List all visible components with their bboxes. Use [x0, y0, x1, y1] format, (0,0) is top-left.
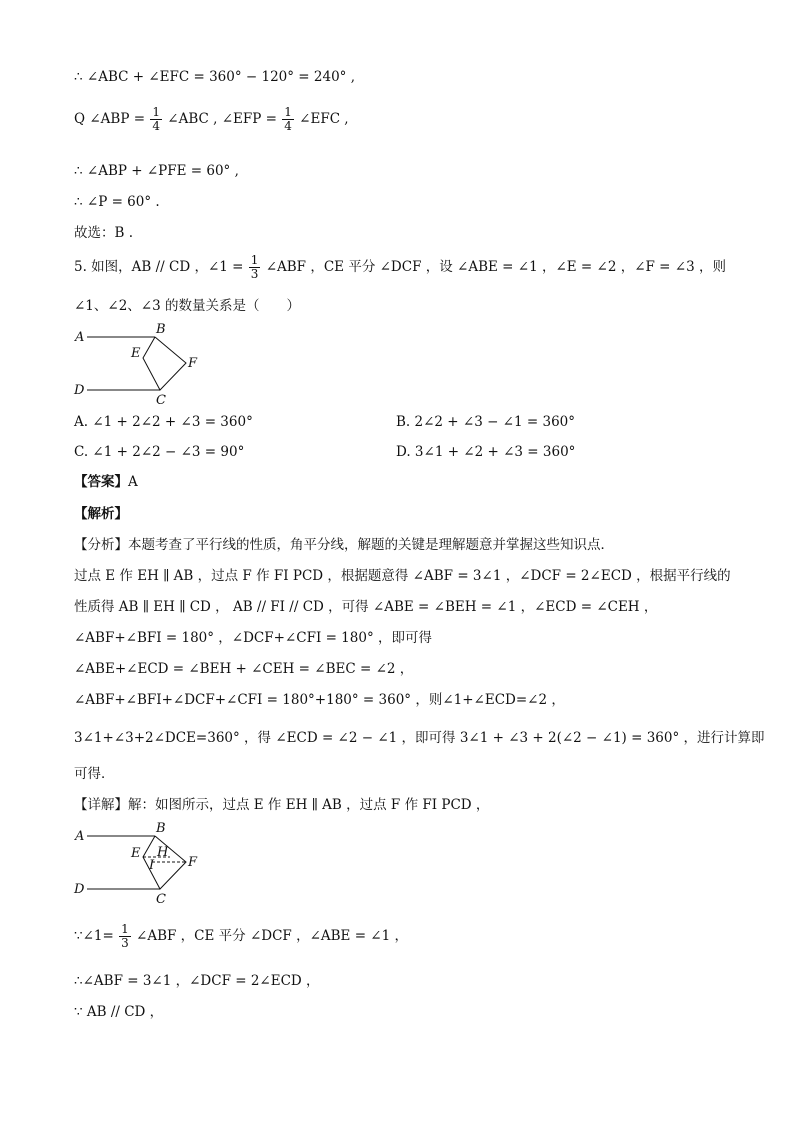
detail-line-3: ∴∠ABF = 3∠1 ，∠DCF = 2∠ECD ，: [74, 973, 320, 989]
figure-1: [70, 318, 210, 408]
analysis-line-8: 可得．: [74, 766, 115, 782]
label-d: D: [74, 882, 85, 897]
analysis-label: 【解析】: [74, 506, 128, 522]
fraction-denominator: 4: [284, 119, 292, 133]
detail-line-1: 【详解】解：如图所示，过点 E 作 EH ∥ AB ，过点 F 作 FI PCD ，: [74, 797, 490, 813]
fraction-one-quarter: [150, 106, 162, 133]
option-a: A. ∠1 + 2∠2 + ∠3 = 360°: [74, 414, 253, 430]
analysis-line-3: 性质得 AB ∥ EH ∥ CD ， AB // FI // CD ，可得 ∠ABE = ∠BEH = ∠1 ，∠ECD = ∠CEH ，: [74, 599, 658, 615]
quadrilateral-becf: [143, 337, 186, 390]
line-2-a: Q ∠ABP =: [74, 111, 146, 127]
label-h: H: [157, 845, 169, 860]
option-b: B. 2∠2 + ∠3 − ∠1 = 360°: [396, 414, 575, 430]
label-f: F: [188, 855, 198, 870]
fraction-numerator: 1: [284, 105, 292, 119]
fraction-one-quarter-2: [282, 106, 294, 133]
detail-2-a: ∵∠1=: [74, 928, 114, 944]
label-i: I: [149, 858, 155, 873]
label-e: E: [131, 846, 141, 861]
detail-line-4: ∵ AB // CD ，: [74, 1004, 164, 1020]
figure-2: [70, 817, 210, 909]
label-b: B: [156, 322, 166, 337]
label-c: C: [156, 393, 166, 408]
line-2: [74, 106, 349, 133]
analysis-line-7: 3∠1+∠3+2∠DCE=360° ，得 ∠ECD = ∠2 − ∠1 ，即可得 3∠1 + ∠3 + 2(∠2 − ∠1) = 360° ，进行计算即: [74, 730, 765, 746]
fraction-denominator: 3: [121, 936, 129, 950]
label-b: B: [156, 821, 166, 836]
line-4: ∴ ∠P = 60° .: [74, 194, 160, 210]
question-5-line-2: ∠1、∠2、∠3 的数量关系是（ ）: [74, 298, 300, 314]
detail-line-2: [74, 923, 408, 950]
analysis-line-2: 过点 E 作 EH ∥ AB ，过点 F 作 FI PCD ，根据题意得 ∠ABF = 3∠1 ，∠DCF = 2∠ECD ，根据平行线的: [74, 568, 731, 584]
analysis-line-1: 【分析】本题考查了平行线的性质，角平分线，解题的关键是理解题意并掌握这些知识点．: [74, 537, 614, 553]
option-d: D. 3∠1 + ∠2 + ∠3 = 360°: [396, 444, 576, 460]
label-e: E: [131, 346, 141, 361]
line-3: ∴ ∠ABP + ∠PFE = 60° ,: [74, 163, 239, 179]
line-1: ∴ ∠ABC + ∠EFC = 360° − 120° = 240° ,: [74, 69, 356, 85]
fraction-one-third-2: [119, 923, 131, 950]
detail-2-b: ∠ABF ，CE 平分 ∠DCF ，∠ABE = ∠1 ，: [136, 928, 408, 944]
label-a: A: [75, 330, 85, 345]
fraction-numerator: 1: [250, 253, 259, 267]
question-5-line-1: [74, 254, 726, 281]
answer-value: A: [128, 474, 138, 490]
label-f: F: [188, 356, 198, 371]
label-d: D: [74, 383, 85, 398]
answer-line: [74, 473, 138, 491]
analysis-line-5: ∠ABE+∠ECD = ∠BEH + ∠CEH = ∠BEC = ∠2 ，: [74, 661, 414, 677]
fraction-denominator: 4: [152, 119, 160, 133]
fraction-denominator: 3: [250, 267, 259, 281]
question-5-a: 5. 如图，AB // CD ，∠1 =: [74, 259, 244, 275]
label-c: C: [156, 892, 166, 907]
line-2-b: ∠ABC , ∠EFP =: [167, 111, 277, 127]
option-c: C. ∠1 + 2∠2 − ∠3 = 90°: [74, 444, 245, 460]
line-2-c: ∠EFC ,: [299, 111, 349, 127]
analysis-line-4: ∠ABF+∠BFI = 180° ，∠DCF+∠CFI = 180° ，即可得: [74, 630, 432, 646]
label-a: A: [75, 829, 85, 844]
fraction-numerator: 1: [152, 105, 160, 119]
fraction-one-third: [249, 254, 261, 281]
fraction-numerator: 1: [121, 922, 129, 936]
answer-label: 【答案】: [74, 474, 128, 490]
line-5: 故选：B .: [74, 225, 134, 241]
question-5-b: ∠ABF ，CE 平分 ∠DCF ，设 ∠ABE = ∠1 ，∠E = ∠2 ，∠F = ∠3 ，则: [265, 259, 726, 275]
analysis-line-6: ∠ABF+∠BFI+∠DCF+∠CFI = 180°+180° = 360° ，则∠1+∠ECD=∠2 ，: [74, 692, 565, 708]
